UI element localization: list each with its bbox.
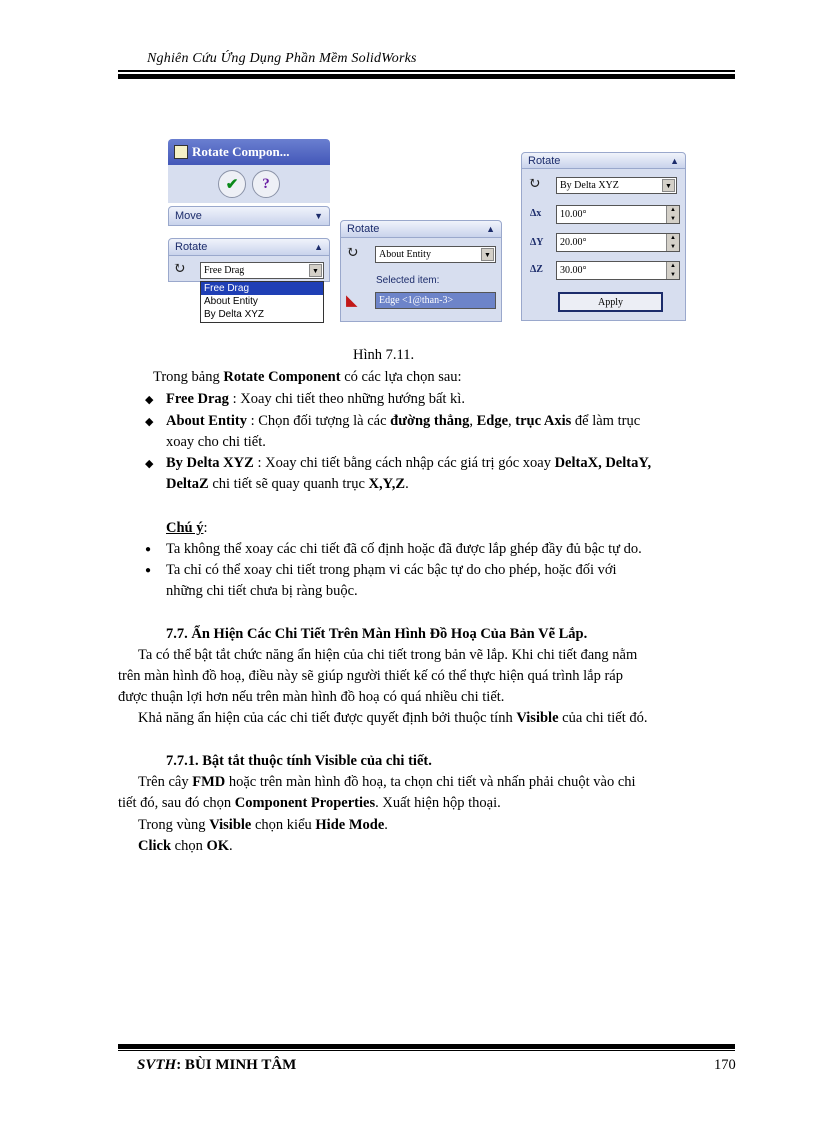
note-item-1: Ta không thể xoay các chi tiết đã cố định hoặc đã được lắp ghép đầy đủ bậc tự do. <box>166 541 642 557</box>
subsection-paragraph-1: Trên cây FMD hoặc trên màn hình đồ hoạ, ta chọn chi tiết và nhấn phải chuột vào chi <box>138 774 636 790</box>
rotate-type-dropdown-list <box>200 281 324 323</box>
bullet-about-entity: About Entity : Chọn đối tượng là các đường thẳng, Edge, trục Axis để làm trục <box>166 413 641 429</box>
page-number: 170 <box>714 1057 736 1073</box>
subsection-paragraph-1-line2: tiết đó, sau đó chọn Component Properties. Xuất hiện hộp thoại. <box>118 795 501 811</box>
note-title: Chú ý: <box>166 520 208 536</box>
move-label: Move <box>175 210 202 222</box>
delta-z-input[interactable] <box>556 261 680 280</box>
bullet-about-entity-line2: xoay cho chi tiết. <box>166 434 266 450</box>
intro-paragraph: Trong bảng Rotate Component có các lựa chọn sau: <box>153 369 462 385</box>
rotate-group-header-2[interactable] <box>340 220 502 238</box>
section-heading: 7.7. Ẩn Hiện Các Chi Tiết Trên Màn Hình Đồ Hoạ Của Bản Vẽ Lắp. <box>166 626 588 642</box>
option-about-entity[interactable]: About Entity <box>204 296 258 307</box>
bullet-by-delta-xyz: By Delta XYZ : Xoay chi tiết bằng cách nhập các giá trị góc xoay DeltaX, DeltaY, <box>166 455 652 471</box>
delta-x-spinner[interactable]: ▲ ▼ <box>666 206 679 223</box>
bullet-dot-icon: ● <box>145 565 152 576</box>
page-header-title: Nghiên Cứu Ứng Dụng Phần Mềm SolidWorks <box>147 51 417 66</box>
move-group-header[interactable] <box>168 206 330 226</box>
apply-button[interactable]: Apply <box>558 292 663 312</box>
header-rule-thick <box>118 74 735 79</box>
subsection-heading: 7.7.1. Bật tắt thuộc tính Visible của chi tiết. <box>166 753 432 769</box>
delta-y-label: ΔY <box>530 237 544 248</box>
subsection-paragraph-3: Click chọn OK. <box>138 838 233 854</box>
rotate-group-header-1[interactable] <box>168 238 330 256</box>
delta-x-value: 10.00° <box>560 209 587 220</box>
combo-arrow-icon: ▼ <box>481 248 494 261</box>
rotate-label-3: Rotate <box>528 154 561 167</box>
rotate-type-combo-2[interactable] <box>375 246 496 263</box>
rotate-type-combo-3[interactable] <box>556 177 677 194</box>
rotate-label-2: Rotate <box>347 223 380 235</box>
combo-arrow-icon: ▼ <box>309 264 322 277</box>
selected-item-field[interactable] <box>375 292 496 309</box>
footer-rule-thick <box>118 1044 735 1049</box>
section-paragraph-1: Ta có thể bật tắt chức năng ẩn hiện của chi tiết trong bản vẽ lắp. Khi chi tiết đang nằm <box>138 647 638 663</box>
rotate-type-combo-1[interactable] <box>200 262 324 279</box>
ok-help-row <box>168 165 330 203</box>
rotate-icon: ↻ <box>173 261 186 277</box>
chevron-up-icon: ▲ <box>314 242 323 252</box>
edge-selection-icon: ◣ <box>346 293 358 309</box>
chevron-up-icon: ▲ <box>670 155 679 166</box>
chevron-up-icon: ▲ <box>486 224 495 234</box>
footer-rule-thin <box>118 1050 735 1051</box>
figure-caption: Hình 7.11. <box>353 347 415 363</box>
rotate-component-title: Rotate Compon... <box>192 144 290 159</box>
bullet-free-drag: Free Drag : Xoay chi tiết theo những hướng bất kì. <box>166 391 465 407</box>
section-paragraph-2: Khả năng ẩn hiện của các chi tiết được quyết định bởi thuộc tính Visible của chi tiết đó. <box>138 710 648 726</box>
chevron-down-icon: ▼ <box>314 211 323 221</box>
selected-item-value: Edge <1@than-3> <box>379 295 454 306</box>
delta-x-input[interactable] <box>556 205 680 224</box>
note-item-2-line2: những chi tiết chưa bị ràng buộc. <box>166 583 358 599</box>
option-by-delta-xyz[interactable]: By Delta XYZ <box>204 309 265 320</box>
combo-arrow-icon: ▼ <box>662 179 675 192</box>
delta-y-spinner[interactable]: ▲ ▼ <box>666 234 679 251</box>
section-paragraph-1-line2: trên màn hình đồ hoạ, điều này sẽ giúp người thiết kế có thể thực hiện quá trình lắp ráp <box>118 668 623 684</box>
diamond-bullet-icon: ◆ <box>145 416 154 428</box>
rotate-label-1: Rotate <box>175 241 208 253</box>
diamond-bullet-icon: ◆ <box>145 394 154 406</box>
help-button[interactable]: ? <box>252 170 280 198</box>
rotate-icon: ↻ <box>346 245 359 261</box>
delta-y-value: 20.00° <box>560 237 587 248</box>
option-free-drag[interactable]: Free Drag <box>201 282 323 295</box>
rotate-component-titlebar <box>168 139 330 165</box>
delta-z-value: 30.00° <box>560 265 587 276</box>
diamond-bullet-icon: ◆ <box>145 458 154 470</box>
delta-y-input[interactable] <box>556 233 680 252</box>
bullet-by-delta-xyz-line2: DeltaZ chi tiết sẽ quay quanh trục X,Y,Z. <box>166 476 409 492</box>
footer-author: SVTH: BÙI MINH TÂM <box>137 1057 297 1073</box>
note-item-2: Ta chỉ có thể xoay chi tiết trong phạm vi các bậc tự do cho phép, hoặc đối với <box>166 562 617 578</box>
component-icon <box>174 145 188 159</box>
delta-z-label: ΔZ <box>530 264 543 275</box>
rotate-icon: ↻ <box>528 176 541 192</box>
ok-button[interactable]: ✔ <box>218 170 246 198</box>
selected-item-label: Selected item: <box>376 275 440 286</box>
delta-x-label: Δx <box>530 208 542 219</box>
rotate-group-header-3[interactable] <box>521 152 686 169</box>
rotate-type-value-3: By Delta XYZ <box>560 180 619 191</box>
delta-z-spinner[interactable]: ▲ ▼ <box>666 262 679 279</box>
bullet-dot-icon: ● <box>145 544 152 555</box>
section-paragraph-1-line3: được thuận lợi hơn nếu trên màn hình đồ hoạ có quá nhiều chi tiết. <box>118 689 505 705</box>
rotate-type-value-2: About Entity <box>379 249 431 260</box>
rotate-type-value-1: Free Drag <box>204 265 245 276</box>
header-rule-thin <box>118 70 735 72</box>
subsection-paragraph-2: Trong vùng Visible chọn kiểu Hide Mode. <box>138 817 388 833</box>
